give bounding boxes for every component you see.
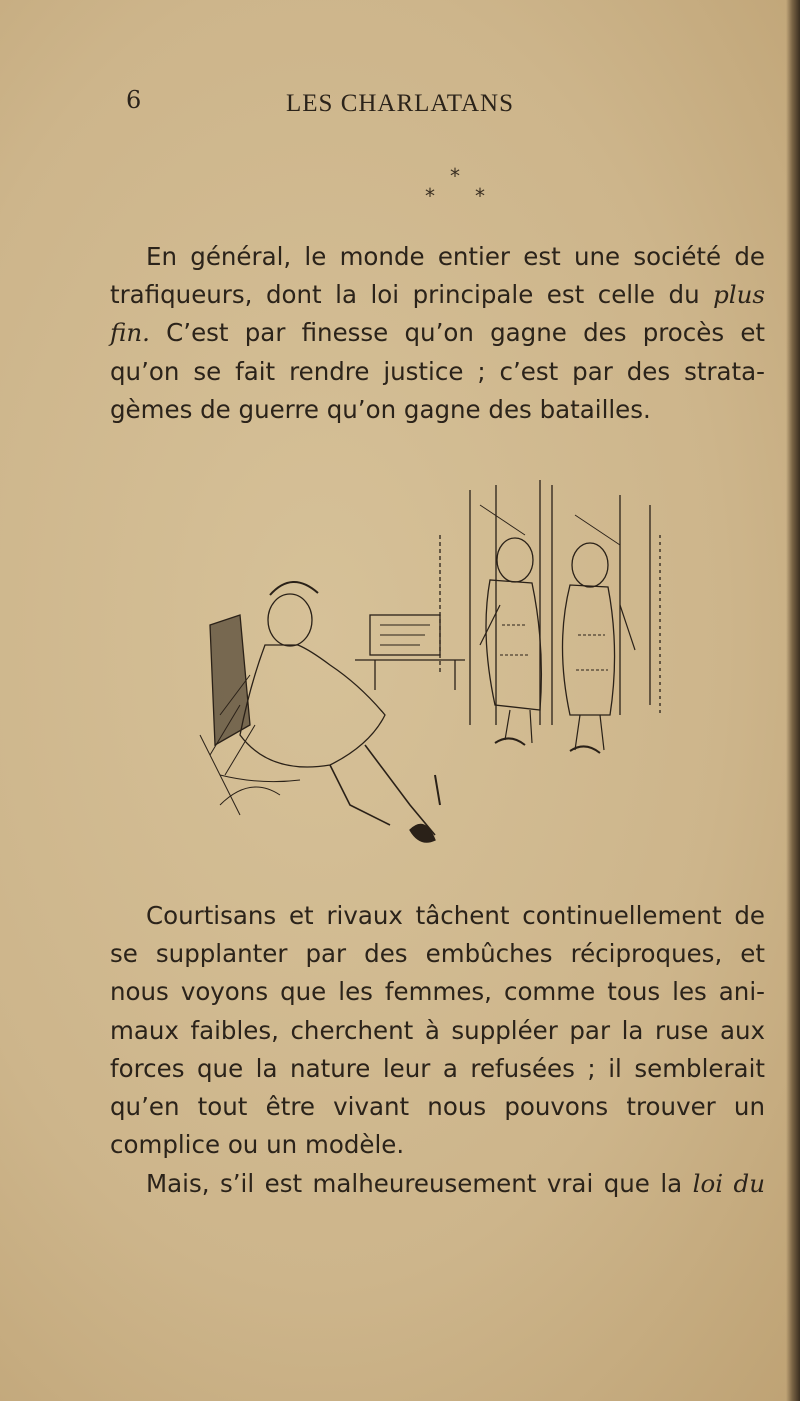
page-number: 6 (126, 86, 142, 114)
text-line: Courtisans et rivaux tâchent continuellement de (146, 901, 765, 930)
running-title: LES CHARLATANS (286, 90, 514, 117)
asterism-separator (0, 164, 800, 214)
text-line: trafiqueurs, dont la loi principale est celle du plus (110, 280, 765, 310)
text-line: nous voyons que les femmes, comme tous les ani- (110, 977, 765, 1007)
engraving-courtiers-scene-icon (180, 475, 680, 865)
text-line: gèmes de guerre qu’on gagne des batailles. (110, 394, 651, 424)
paragraph-3 (110, 1165, 765, 1203)
text-line: fin. C’est par finesse qu’on gagne des procès et (110, 318, 765, 348)
text-line: En général, le monde entier est une société de (146, 242, 765, 271)
italic-word: plus (713, 280, 765, 310)
text-line: Mais, s’il est malheureusement vrai que la loi du (146, 1169, 766, 1198)
text-line: qu’en tout être vivant nous pouvons trouver un (110, 1092, 765, 1122)
paragraph-2 (110, 897, 765, 1164)
text-line: qu’on se fait rendre justice ; c’est par des strata- (110, 356, 765, 386)
text-line: forces que la nature leur a refusées ; il semblerait (110, 1053, 765, 1083)
asterisk-right: * (475, 184, 485, 208)
paragraph-1 (110, 238, 765, 429)
italic-word: loi du (692, 1169, 766, 1198)
text-line: complice ou un modèle. (110, 1130, 405, 1160)
text-line: maux faibles, cherchent à suppléer par la ruse aux (110, 1015, 765, 1045)
text-line: se supplanter par des embûches réciproques, et (110, 939, 765, 969)
asterisk-top: * (450, 164, 460, 188)
asterisk-left: * (425, 184, 435, 208)
italic-word: fin. (110, 318, 150, 348)
